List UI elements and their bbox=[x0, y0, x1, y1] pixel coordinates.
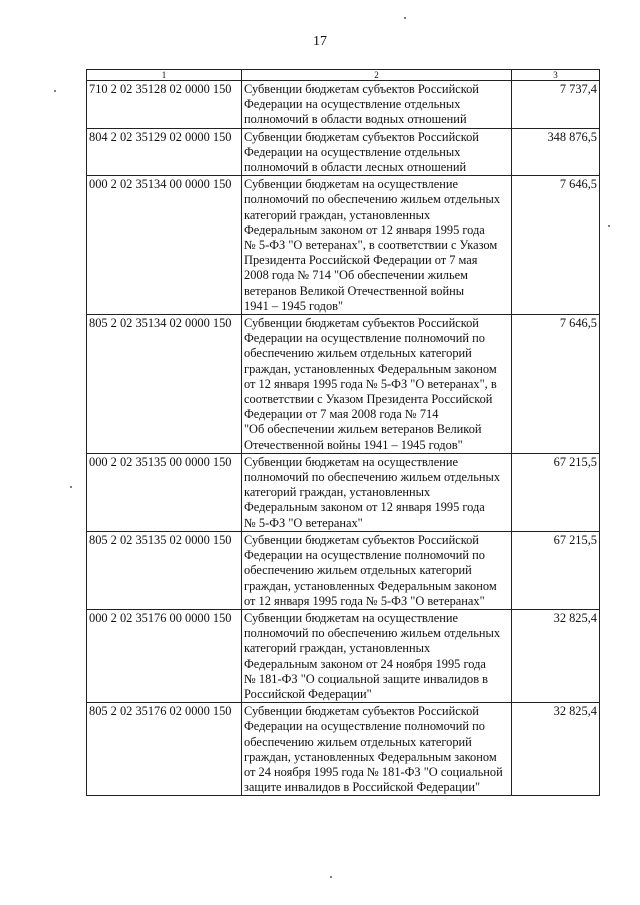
budget-code: 000 2 02 35134 00 0000 150 bbox=[87, 176, 242, 315]
description-line: полномочий по обеспечению жильем отдельных bbox=[244, 470, 501, 485]
description-line: Федерации на осуществление отдельных bbox=[244, 97, 461, 112]
description-line: Субвенции бюджетам субъектов Российской bbox=[244, 532, 479, 547]
description-line: обеспечению жильем отдельных категорий bbox=[244, 346, 472, 361]
budget-code: 805 2 02 35134 02 0000 150 bbox=[87, 315, 242, 454]
description-line: граждан, установленных Федеральным законом bbox=[244, 361, 497, 376]
description-line: категорий граждан, установленных bbox=[244, 485, 431, 500]
description-line: Федеральным законом от 12 января 1995 года bbox=[244, 500, 485, 515]
column-number-1: 1 bbox=[87, 70, 242, 81]
table-row bbox=[87, 609, 600, 702]
amount: 7 646,5 bbox=[512, 315, 600, 454]
description-line: Субвенции бюджетам субъектов Российской bbox=[244, 129, 479, 144]
description-line: полномочий по обеспечению жильем отдельных bbox=[244, 626, 501, 641]
table-row bbox=[87, 531, 600, 609]
description bbox=[242, 315, 512, 454]
description-line: категорий граждан, установленных bbox=[244, 207, 431, 222]
description-line: полномочий по обеспечению жильем отдельных bbox=[244, 192, 501, 207]
amount: 7 646,5 bbox=[512, 176, 600, 315]
amount: 67 215,5 bbox=[512, 453, 600, 531]
amount: 7 737,4 bbox=[512, 81, 600, 129]
description-line: № 5-ФЗ "О ветеранах", в соответствии с Указом bbox=[244, 238, 498, 253]
description-line: Российской Федерации" bbox=[244, 686, 372, 701]
description-line: категорий граждан, установленных bbox=[244, 641, 431, 656]
column-number-row bbox=[87, 70, 600, 81]
column-number-2: 2 bbox=[242, 70, 512, 81]
amount: 32 825,4 bbox=[512, 703, 600, 796]
description-line: защите инвалидов в Российской Федерации" bbox=[244, 780, 481, 795]
budget-code: 805 2 02 35135 02 0000 150 bbox=[87, 531, 242, 609]
description-line: Субвенции бюджетам субъектов Российской bbox=[244, 704, 479, 719]
description-line: от 12 января 1995 года № 5-ФЗ "О ветеранах" bbox=[244, 593, 485, 608]
description-line: Федерации на осуществление отдельных bbox=[244, 144, 461, 159]
budget-code: 000 2 02 35135 00 0000 150 bbox=[87, 453, 242, 531]
scan-speck bbox=[54, 90, 56, 92]
description-line: Федерации на осуществление полномочий по bbox=[244, 719, 485, 734]
description bbox=[242, 703, 512, 796]
budget-code: 805 2 02 35176 02 0000 150 bbox=[87, 703, 242, 796]
table-row bbox=[87, 315, 600, 454]
budget-code: 804 2 02 35129 02 0000 150 bbox=[87, 128, 242, 176]
description-line: Субвенции бюджетам на осуществление bbox=[244, 610, 458, 625]
description-line: ветеранов Великой Отечественной войны bbox=[244, 283, 465, 298]
description-line: граждан, установленных Федеральным законом bbox=[244, 749, 497, 764]
description bbox=[242, 176, 512, 315]
description bbox=[242, 128, 512, 176]
amount: 67 215,5 bbox=[512, 531, 600, 609]
table-row bbox=[87, 176, 600, 315]
scan-speck bbox=[404, 17, 406, 19]
description-line: полномочий в области лесных отношений bbox=[244, 160, 467, 175]
description-line: обеспечению жильем отдельных категорий bbox=[244, 563, 472, 578]
description bbox=[242, 531, 512, 609]
description-line: 2008 года № 714 "Об обеспечении жильем bbox=[244, 268, 468, 283]
column-number-3: 3 bbox=[512, 70, 600, 81]
description-line: от 12 января 1995 года № 5-ФЗ "О ветеранах", в bbox=[244, 376, 497, 391]
amount: 348 876,5 bbox=[512, 128, 600, 176]
description-line: 1941 – 1945 годов" bbox=[244, 298, 344, 313]
description-line: от 24 ноября 1995 года № 181-ФЗ "О социальной bbox=[244, 764, 503, 779]
description-line: Президента Российской Федерации от 7 мая bbox=[244, 253, 478, 268]
scan-speck bbox=[608, 225, 610, 227]
description-line: Федерации на осуществление полномочий по bbox=[244, 331, 485, 346]
description-line: № 181-ФЗ "О социальной защите инвалидов в bbox=[244, 671, 489, 686]
page-number: 17 bbox=[313, 34, 327, 49]
table-row bbox=[87, 128, 600, 176]
description-line: граждан, установленных Федеральным законом bbox=[244, 578, 497, 593]
description-line: Субвенции бюджетам субъектов Российской bbox=[244, 82, 479, 96]
description-line: обеспечению жильем отдельных категорий bbox=[244, 734, 472, 749]
description-line: Федеральным законом от 24 ноября 1995 года bbox=[244, 656, 486, 671]
description-line: Федерации на осуществление полномочий по bbox=[244, 548, 485, 563]
budget-table bbox=[86, 69, 600, 796]
description-line: Субвенции бюджетам на осуществление bbox=[244, 177, 458, 192]
description-line: соответствии с Указом Президента Российской bbox=[244, 392, 493, 407]
table-row bbox=[87, 453, 600, 531]
table-row bbox=[87, 703, 600, 796]
description-line: Отечественной войны 1941 – 1945 годов" bbox=[244, 437, 463, 452]
description-line: № 5-ФЗ "О ветеранах" bbox=[244, 515, 363, 530]
table-row bbox=[87, 81, 600, 129]
description-line: Субвенции бюджетам субъектов Российской bbox=[244, 316, 479, 331]
scan-speck bbox=[330, 876, 332, 878]
budget-code: 000 2 02 35176 00 0000 150 bbox=[87, 609, 242, 702]
description bbox=[242, 81, 512, 129]
scan-speck bbox=[70, 486, 72, 488]
description-line: Субвенции бюджетам на осуществление bbox=[244, 454, 458, 469]
amount: 32 825,4 bbox=[512, 609, 600, 702]
description-line: полномочий в области водных отношений bbox=[244, 112, 467, 127]
description-line: Федерации от 7 мая 2008 года № 714 bbox=[244, 407, 439, 422]
description-line: "Об обеспечении жильем ветеранов Великой bbox=[244, 422, 482, 437]
description bbox=[242, 453, 512, 531]
budget-code: 710 2 02 35128 02 0000 150 bbox=[87, 81, 242, 129]
description-line: Федеральным законом от 12 января 1995 года bbox=[244, 222, 485, 237]
description bbox=[242, 609, 512, 702]
